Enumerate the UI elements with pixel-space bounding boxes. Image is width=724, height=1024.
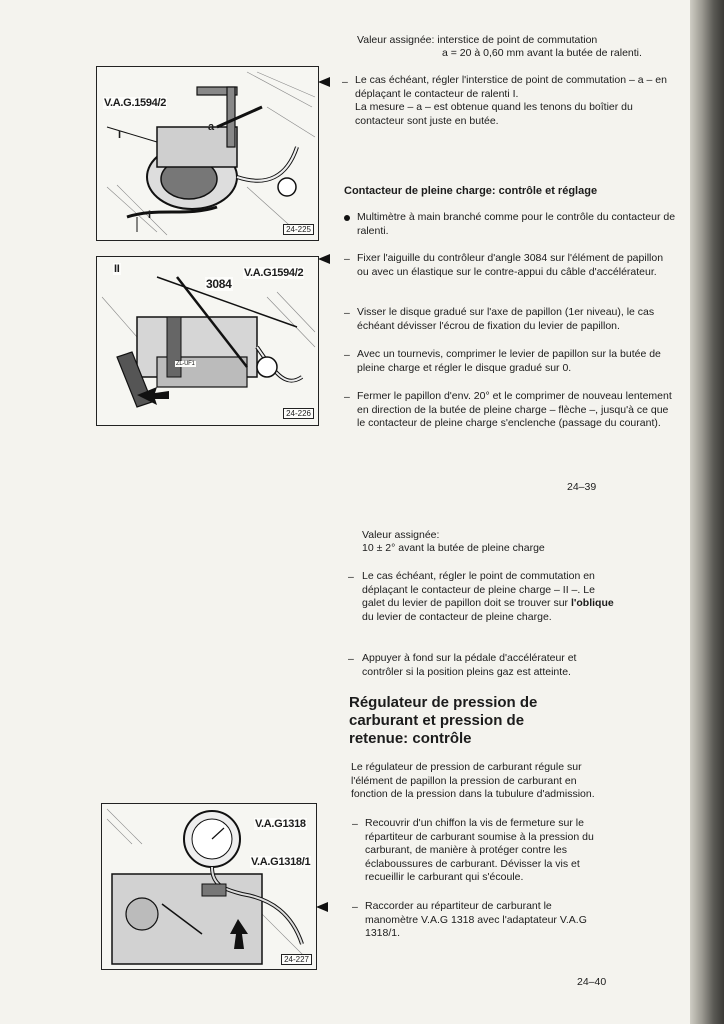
step-raccorder-manometre: Raccorder au répartiteur de carburant le manomètre V.A.G 1318 avec l'adaptateur V.A.G 1318/1.	[365, 900, 587, 939]
figure-label-tool: V.A.G1594/2	[244, 267, 304, 279]
heading-line: retenue: contrôle	[349, 730, 472, 747]
bleed-through-text	[30, 34, 34, 49]
figure-pointer-arrow	[316, 902, 328, 912]
heading-line: carburant et pression de	[349, 712, 525, 729]
step-dash: –	[344, 253, 350, 265]
step-appuyer-pedale: Appuyer à fond sur la pédale d'accélérateur et contrôler si la position pleins gaz est atteinte.	[362, 652, 577, 678]
page-number-24-39: 24–39	[567, 481, 597, 493]
step-regler-interstice: Le cas échéant, régler l'interstice de point de commutation – a – en déplaçant le contacteur de ralenti I.	[355, 74, 667, 100]
step-visser-disque: Visser le disque gradué sur l'axe de papillon (1er niveau), le cas échéant dévisser l'écrou de fixation du levier de papillon.	[357, 306, 655, 332]
bullet-dot	[344, 215, 350, 221]
figure-label-tool1: V.A.G1318	[255, 818, 306, 830]
step-comprimer-levier: Avec un tournevis, comprimer le levier de papillon sur la butée de pleine charge et régler le disque gradué sur 0.	[357, 348, 661, 374]
step-fermer-papillon: Fermer le papillon d'env. 20° et le comprimer de nouveau lentement en direction de la butée de pleine charge – flèche –, jusqu'à ce que le contacteur de pleine charge s'enclenche (passage du courant).	[357, 390, 672, 429]
step-dash: –	[352, 818, 358, 830]
valeur-assignee-1-line2: a = 20 à 0,60 mm avant la butée de ralenti.	[442, 47, 642, 59]
figure-number: 24-225	[283, 224, 314, 235]
heading-regulateur-pression	[349, 694, 537, 748]
step-text-part: Le cas échéant, régler le point de commutation en déplaçant le contacteur de pleine charge – II –. Le galet du levier de papillon doit se trouver sur	[362, 570, 595, 609]
figure-label-I: I	[118, 129, 121, 141]
figure-pointer-arrow	[318, 77, 330, 87]
figure-label-tool: V.A.G.1594/2	[104, 97, 167, 109]
figure-label-a: a	[208, 121, 214, 133]
step-mesure-a: La mesure – a – est obtenue quand les tenons du boîtier du contacteur sont juste en butée.	[355, 101, 633, 127]
page-edge-shadow	[690, 0, 724, 1024]
step-dash: –	[348, 653, 354, 665]
step-text-part: du levier de contacteur de pleine charge.	[362, 610, 552, 623]
step-dash: –	[344, 349, 350, 361]
figure-number: 24-226	[283, 408, 314, 419]
valeur-assignee-1-line1: Valeur assignée: interstice de point de commutation	[357, 34, 598, 46]
step-fixer-aiguille: Fixer l'aiguille du contrôleur d'angle 3084 sur l'élément de papillon ou avec un élastique sur le contre-appui du câble d'accélérateur.	[357, 252, 664, 278]
figure-pointer-arrow	[318, 254, 330, 264]
step-dash: –	[352, 901, 358, 913]
step-regler-point-commutation	[362, 570, 614, 624]
intro-regulateur: Le régulateur de pression de carburant régule sur l'élément de papillon la pression de carburant en fonction de la pression dans la tubulure d'admission.	[351, 761, 595, 800]
step-dash: –	[348, 571, 354, 583]
valeur-assignee-2-value: 10 ± 2° avant la butée de pleine charge	[362, 542, 545, 554]
heading-line: Régulateur de pression de	[349, 694, 538, 711]
step-text-bold: l'oblique	[570, 597, 614, 609]
valeur-assignee-2-label: Valeur assignée:	[362, 529, 440, 541]
figure-label-II: II	[114, 263, 120, 275]
step-dash: –	[344, 307, 350, 319]
figure-label-small: ZL-UF1	[176, 361, 195, 367]
figure-number: 24-227	[281, 954, 312, 965]
heading-contacteur-pleine-charge: Contacteur de pleine charge: contrôle et réglage	[344, 185, 598, 197]
figure-label-3084: 3084	[206, 277, 232, 291]
figure-label-I-lower: I	[148, 209, 151, 221]
page-number-24-40: 24–40	[577, 976, 607, 988]
step-dash: –	[344, 391, 350, 403]
step-dash: –	[342, 76, 348, 88]
throttle-body-illustration	[97, 67, 318, 240]
figure-label-tool2: V.A.G1318/1	[251, 856, 311, 868]
step-recouvrir-chiffon: Recouvrir d'un chiffon la vis de fermeture sur le répartiteur de carburant soumise à la pression du carburant, de manière à protéger contre les éclaboussures de carburant. Dévisser la vis et recueillir le carburant qui s'écoule.	[365, 817, 594, 883]
bullet-multimetre: Multimètre à main branché comme pour le contrôle du contacteur de ralenti.	[357, 211, 676, 237]
figure-24-225	[96, 66, 319, 241]
figure-24-227	[101, 803, 317, 970]
figure-24-226	[96, 256, 319, 426]
